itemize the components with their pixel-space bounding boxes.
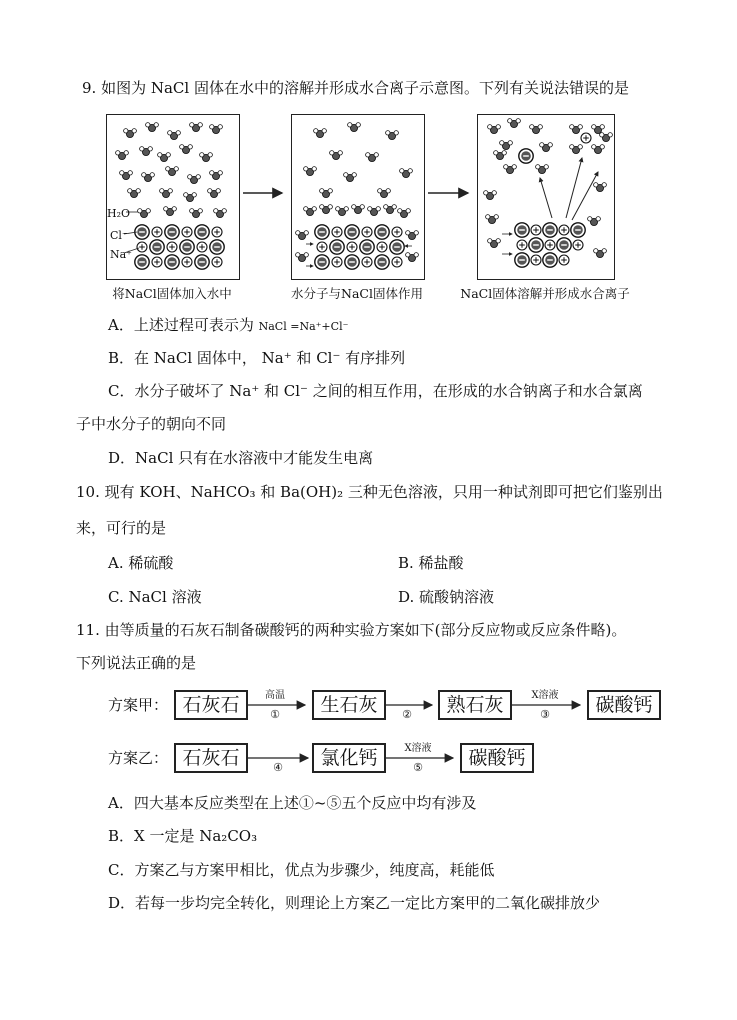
- q11-option-b: B．X 一定是 Na₂CO₃: [108, 827, 258, 845]
- q9-option-b: B．在 NaCl 固体中， Na⁺ 和 Cl⁻ 有序排列: [108, 349, 406, 367]
- plan-a-arrow3-num: ③: [540, 708, 550, 721]
- q9-option-a-text: A．上述过程可表示为: [108, 316, 259, 334]
- plan-b-arrow2-num: ⑤: [413, 761, 423, 774]
- q9-option-c-line2: 子中水分子的朝向不同: [76, 415, 227, 433]
- q11-option-d: D．若每一步均完全转化，则理论上方案乙一定比方案甲的二氧化碳排放少: [108, 894, 601, 912]
- caption-panel-3: NaCl固体溶解并形成水合离子: [460, 286, 630, 301]
- plan-a-arrow2-num: ②: [402, 708, 412, 721]
- plan-b-arrow2-top: X溶液: [404, 743, 432, 754]
- q11-option-a: A．四大基本反应类型在上述①~⑤五个反应中均有涉及: [108, 794, 477, 812]
- q11-stem-line1: 11. 由等质量的石灰石制备碳酸钙的两种实验方案如下(部分反应物或反应条件略)。: [76, 621, 627, 639]
- panel-2-crystal: [315, 225, 404, 269]
- q10-option-a: A. 稀硫酸: [108, 554, 174, 572]
- plan-a-box-calcium-carbonate: 碳酸钙: [587, 690, 661, 720]
- q9-option-c-line1: C．水分子破坏了 Na⁺ 和 Cl⁻ 之间的相互作用，在形成的水合钠离子和水合氯离: [108, 382, 643, 400]
- q9-option-d: D．NaCl 只有在水溶液中才能发生电离: [108, 449, 374, 467]
- plan-b-label: 方案乙：: [108, 749, 169, 767]
- plan-a-box-slaked-lime: 熟石灰: [438, 690, 512, 720]
- plan-a-arrow1-top: 高温: [265, 690, 285, 701]
- label-na: Na⁺: [110, 248, 132, 261]
- plan-b-arrow1-num: ④: [273, 761, 283, 774]
- plan-b-box-calcium-carbonate: 碳酸钙: [460, 743, 534, 773]
- panel-3-crystal: [515, 223, 585, 267]
- q10-stem-line1: 10. 现有 KOH、NaHCO₃ 和 Ba(OH)₂ 三种无色溶液，只用一种试剂即可把它们鉴别出: [76, 483, 663, 501]
- q10-stem-line2: 来，可行的是: [76, 519, 167, 537]
- panel-1-crystal: [135, 225, 224, 269]
- q9-stem: 9. 如图为 NaCl 固体在水中的溶解并形成水合离子示意图。下列有关说法错误的是: [82, 79, 629, 97]
- caption-panel-1: 将NaCl固体加入水中: [112, 286, 232, 301]
- label-h2o: H₂O: [107, 207, 131, 220]
- q11-option-c: C．方案乙与方案甲相比，优点为步骤少，纯度高，耗能低: [108, 861, 495, 879]
- q9-option-a-equation: NaCl =Na⁺+Cl⁻: [258, 320, 349, 333]
- label-cl: Cl⁻: [110, 229, 128, 242]
- caption-panel-2: 水分子与NaCl固体作用: [291, 286, 423, 301]
- q10-option-d: D. 硫酸钠溶液: [398, 588, 495, 606]
- plan-a-box-quicklime: 生石灰: [312, 690, 386, 720]
- q9-option-a: [108, 315, 348, 337]
- plan-a-arrow3-top: X溶液: [531, 690, 559, 701]
- plan-a-arrow1-num: ①: [270, 708, 280, 721]
- plan-a-box-limestone: 石灰石: [174, 690, 248, 720]
- plan-b-box-calcium-chloride: 氯化钙: [312, 743, 386, 773]
- q10-option-b: B. 稀盐酸: [398, 554, 464, 572]
- plan-a-label: 方案甲：: [108, 696, 169, 714]
- q10-option-c: C. NaCl 溶液: [108, 588, 202, 606]
- plan-b-box-limestone: 石灰石: [174, 743, 248, 773]
- q11-stem-line2: 下列说法正确的是: [76, 654, 197, 672]
